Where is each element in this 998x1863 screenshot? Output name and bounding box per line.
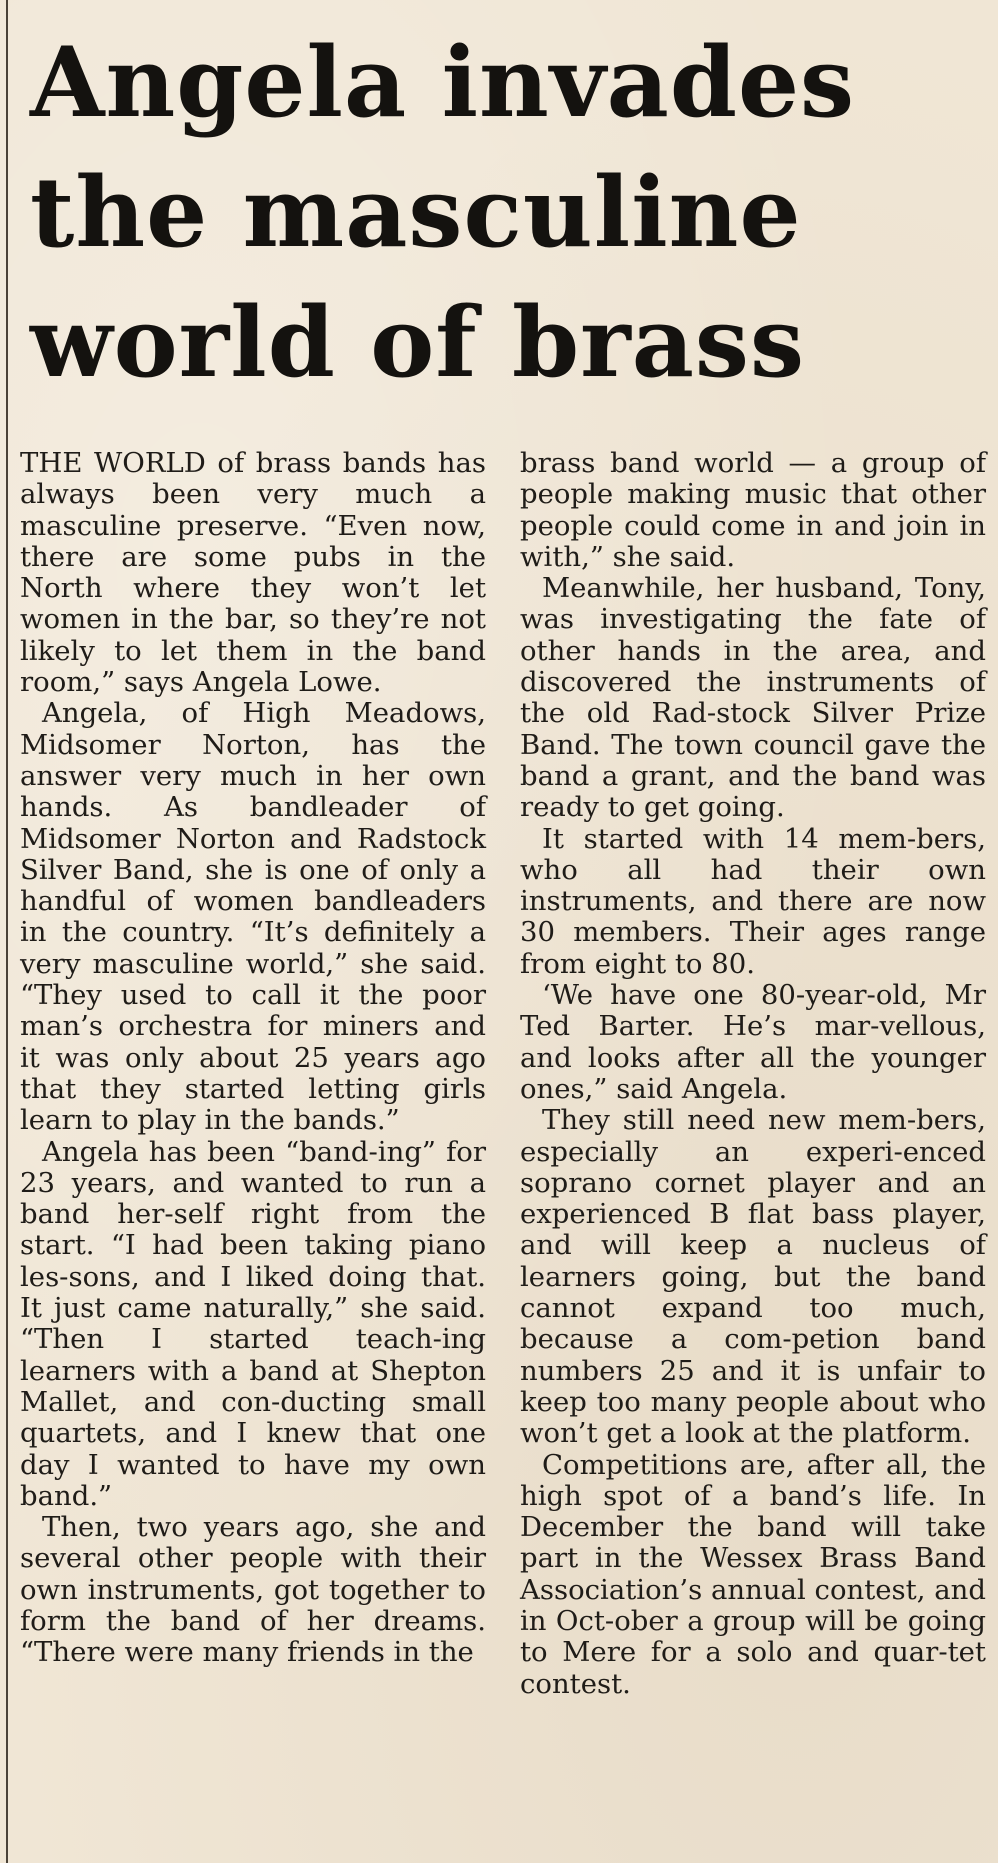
article-paragraph: Angela, of High Meadows, Midsomer Norton, has the answer very much in her own hands. As bandleader of Midsomer Norton and Radstock Silver Band, she is one of only a handful of women bandleaders in the country. “It’s definitely a very masculine world,” she said. “They used to call it the poor man’s orchestra for miners and it was only about 25 years ago that they started letting girls learn to play in the bands.” [20, 697, 486, 1137]
article-paragraph: THE WORLD of brass bands has always been very much a masculine preserve. “Even now, there are some pubs in the North where they won’t let women in the bar, so they’re not likely to let them in the band room,” says Angela Lowe. [20, 447, 486, 699]
article-paragraph: brass band world — a group of people making music that other people could come in and join in with,” she said. [520, 447, 986, 573]
headline-line: Angela invades [30, 26, 856, 139]
headline-line: world of brass [30, 286, 806, 399]
article-paragraph: It started with 14 mem-bers, who all had their own instruments, and there are now 30 members. Their ages range from eight to 80. [520, 822, 986, 980]
article-paragraph: ‘We have one 80-year-old, Mr Ted Barter. He’s mar-vellous, and looks after all the younger ones,” said Angela. [520, 979, 986, 1105]
article-column-right [520, 448, 986, 1700]
headline-line: the masculine [30, 156, 802, 269]
article-paragraph: Meanwhile, her husband, Tony, was investigating the fate of other hands in the area, and discovered the instruments of the old Rad-stock Silver Prize Band. The town council gave the band a grant, and the band was ready to get going. [520, 572, 986, 824]
article-paragraph: Competitions are, after all, the high spot of a band’s life. In December the band will take part in the Wessex Brass Band Association’s annual contest, and in Oct-ober a group will be going to Mere for a solo and quar-tet contest. [520, 1448, 986, 1700]
article-paragraph: Angela has been “band-ing” for 23 years, and wanted to run a band her-self right from the start. “I had been taking piano les-sons, and I liked doing that. It just came naturally,” she said. “Then I started teach-ing learners with a band at Shepton Mallet, and con-ducting small quartets, and I knew that one day I wanted to have my own band.” [20, 1135, 486, 1512]
headline [30, 18, 970, 408]
article-column-left [20, 448, 486, 1669]
column-rule [6, 0, 8, 1863]
article-paragraph: Then, two years ago, she and several other people with their own instruments, got together to form the band of her dreams. “There were many friends in the [20, 1511, 486, 1669]
article-paragraph: They still need new mem-bers, especially an experi-enced soprano cornet player and an experienced B flat bass player, and will keep a nucleus of learners going, but the band cannot expand too much, because a com-petion band numbers 25 and it is unfair to keep too many people about who won’t get a look at the platform. [520, 1104, 986, 1450]
